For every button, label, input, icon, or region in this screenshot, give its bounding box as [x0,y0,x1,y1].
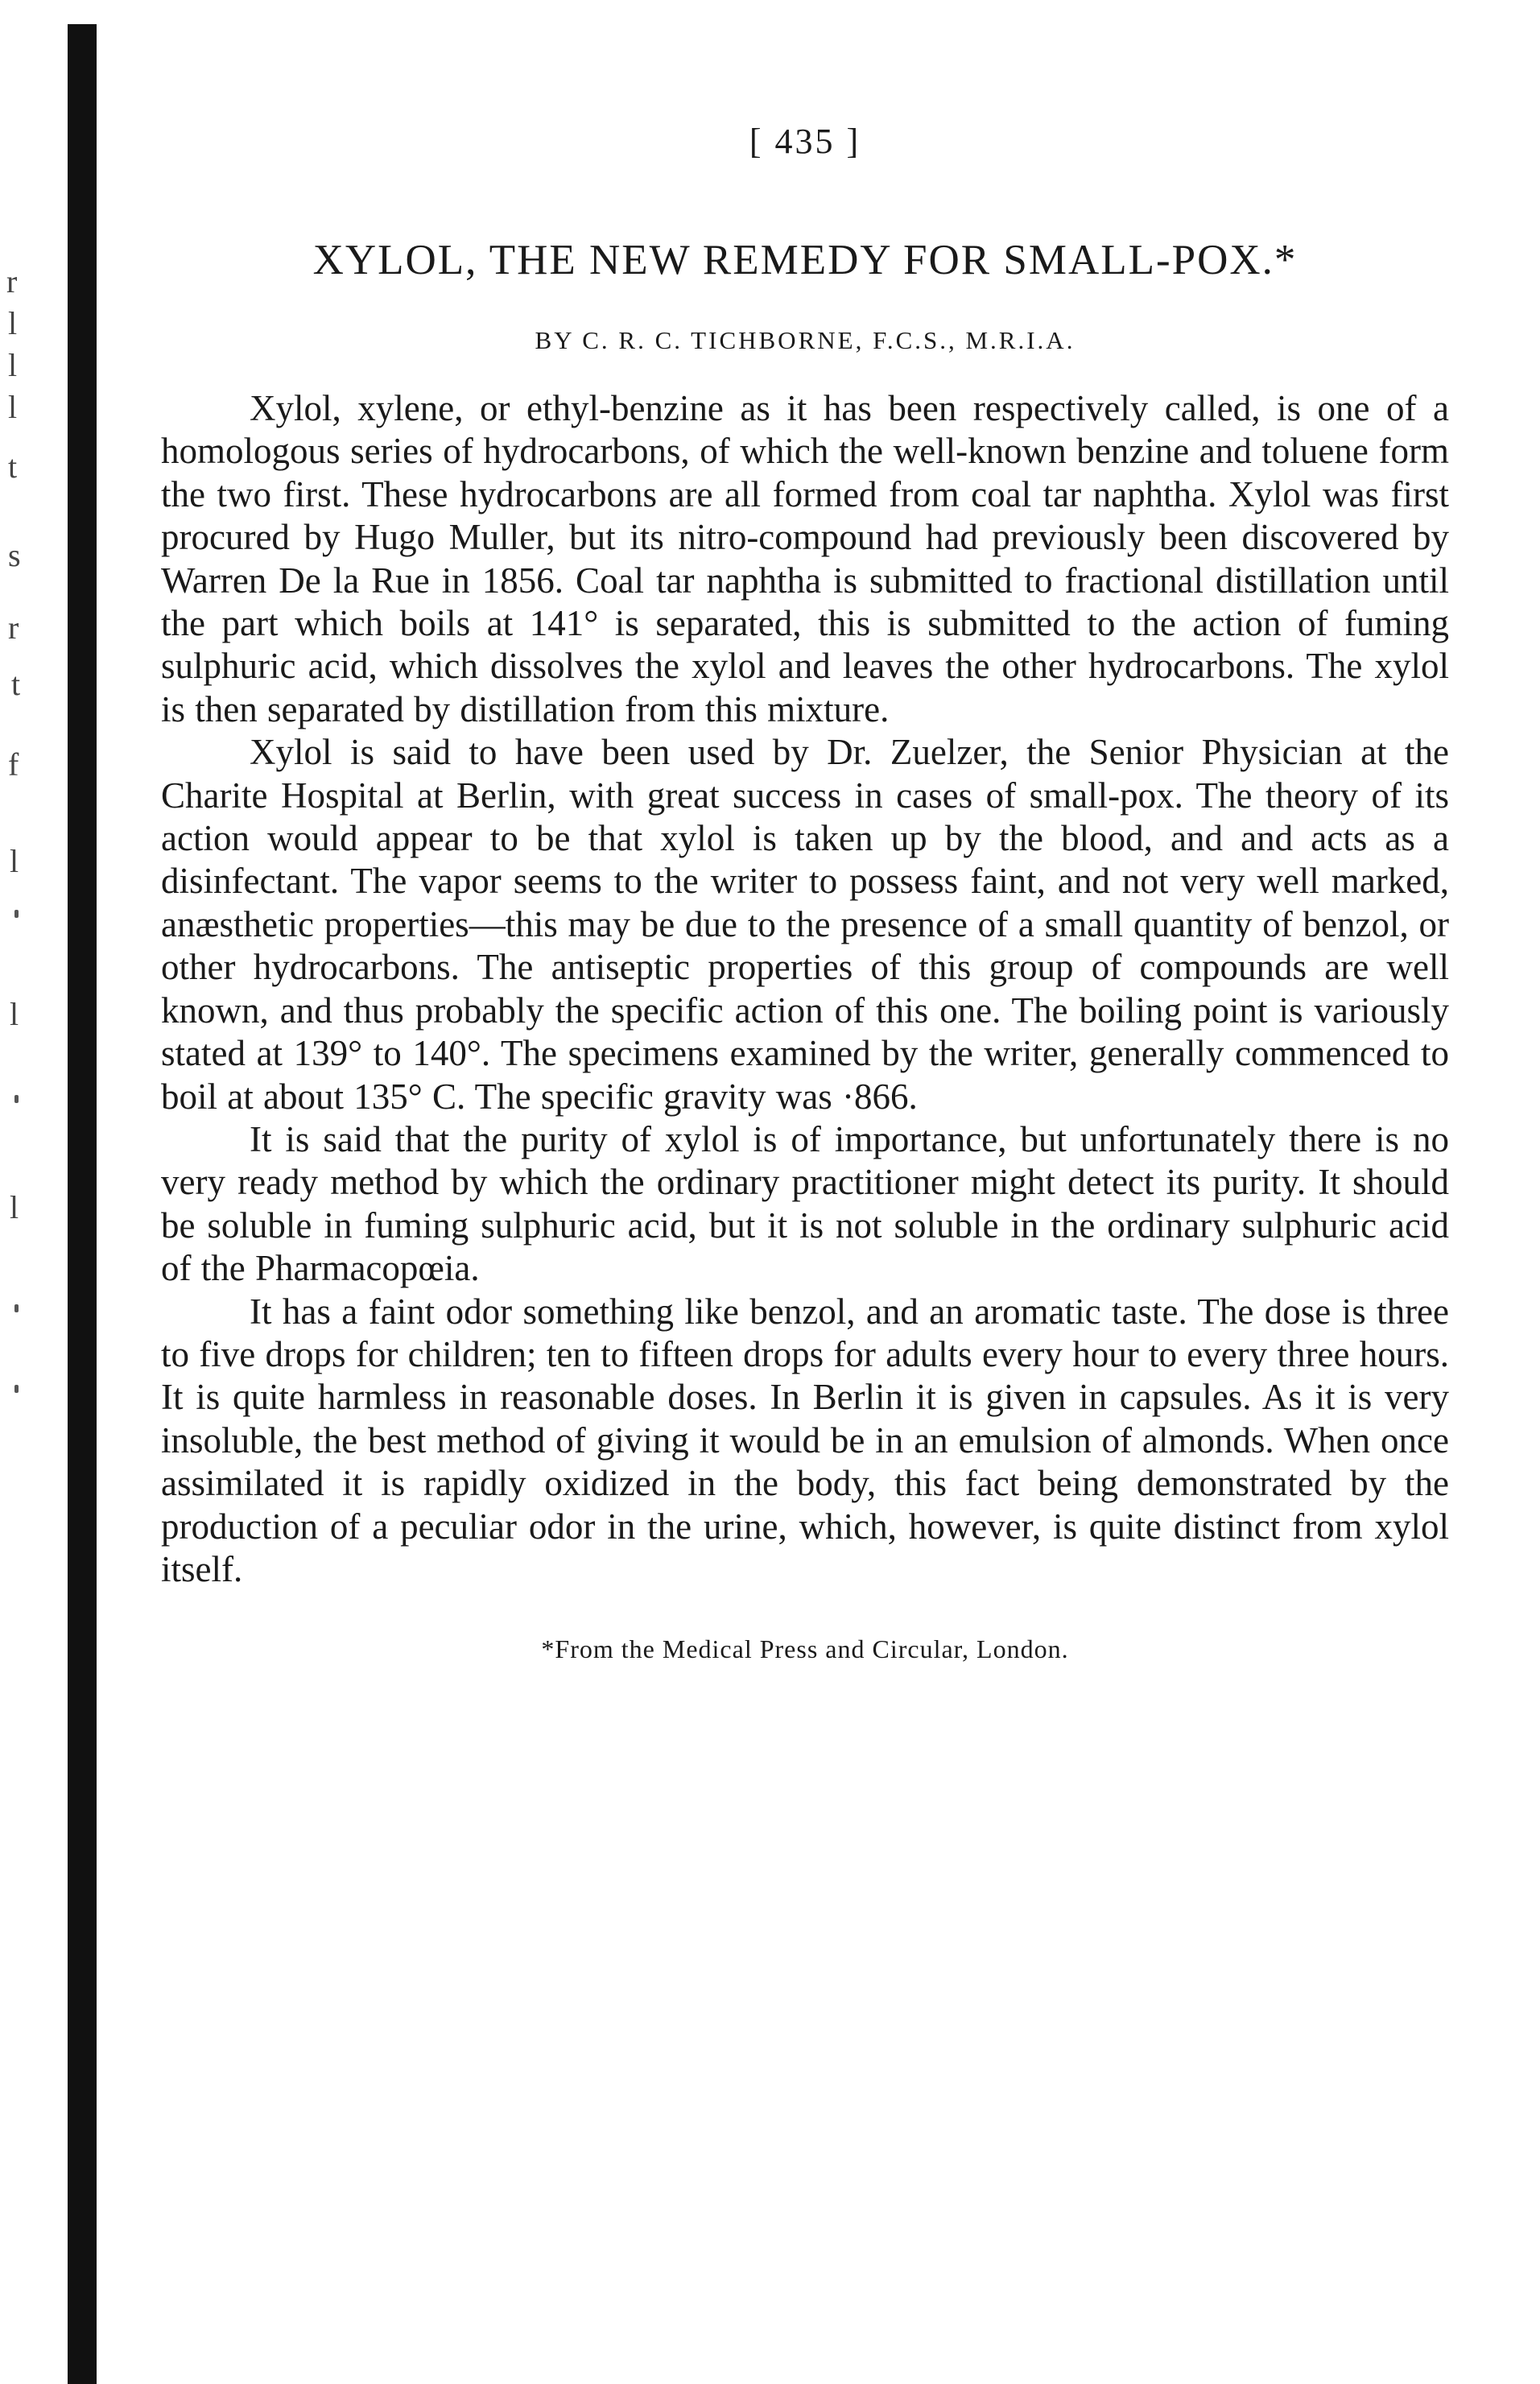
paragraph: Xylol, xylene, or ethyl-benzine as it has been respectively called, is one of a homologous series of hydrocarbons, of which the well-known benzine and toluene form the two first. These hydrocarbons are all formed from coal tar naphtha. Xylol was first procured by Hugo Muller, but its nitro-compound had previously been discovered by Warren De la Rue in 1856. Coal tar naphtha is submitted to fractional distillation until the part which boils at 141° is separated, this is submitted to the action of fuming sulphuric acid, which dissolves the xylol and leaves the other hydrocarbons. The xylol is then separated by distillation from this mixture. [161,388,1449,729]
paragraph: It has a faint odor something like benzol, and an aromatic taste. The dose is three to five drops for children; ten to fifteen drops for adults every hour to every three hours. It is quite harmless in reasonable doses. In Berlin it is given in capsules. As it is very insoluble, the best method of giving it would be in an emulsion of almonds. When once assimilated it is rapidly oxidized in the body, this fact being demonstrated by the production of a peculiar odor in the urine, which, however, is quite distinct from xylol itself. [161,1291,1449,1589]
article-title: XYLOL, THE NEW REMEDY FOR SMALL-POX.* [312,237,1298,283]
margin-fragment: r [8,609,19,646]
page-number: [ 435 ] [749,122,861,161]
article-body [161,387,1449,1591]
margin-fragment: r [6,263,18,300]
footnote: *From the Medical Press and Circular, London. [541,1634,1069,1664]
left-margin-fragments [0,263,56,1473]
margin-speck [14,1304,19,1312]
paragraph: Xylol is said to have been used by Dr. Zuelzer, the Senior Physician at the Charite Hospital at Berlin, with great success in cases of small-pox. The theory of its action would appear to be that xylol is taken up by the blood, and and acts as a disinfectant. The vapor seems to the writer to possess faint, and not very well marked, anæsthetic properties—this may be due to the presence of a small quantity of benzol, or other hydrocarbons. The antiseptic properties of this group of compounds are well known, and thus probably the specific action of this one. The boiling point is variously stated at 139° to 140°. The specimens examined by the writer, generally commenced to boil at about 135° C. The specific gravity was ·866. [161,732,1449,1117]
paragraph: It is said that the purity of xylol is of importance, but unfortunately there is no very ready method by which the ordinary practitioner might detect its purity. It should be soluble in fuming sulphuric acid, but it is not soluble in the ordinary sulphuric acid of the Pharmacopœia. [161,1118,1449,1289]
margin-fragment: f [8,746,19,783]
margin-fragment: l [8,389,18,425]
margin-fragment: t [11,666,21,702]
margin-fragment: s [8,537,21,573]
article-byline: BY C. R. C. TICHBORNE, F.C.S., M.R.I.A. [535,326,1076,354]
margin-speck [14,910,19,918]
margin-fragment: l [8,347,18,383]
page-content [161,121,1449,1664]
margin-fragment: t [8,448,18,485]
margin-fragment: l [10,843,19,879]
margin-fragment: l [10,1189,19,1225]
margin-speck [14,1385,19,1393]
margin-fragment: l [10,996,19,1032]
margin-speck [14,1095,19,1103]
binding-shadow [68,24,97,2384]
margin-fragment: l [8,305,18,341]
